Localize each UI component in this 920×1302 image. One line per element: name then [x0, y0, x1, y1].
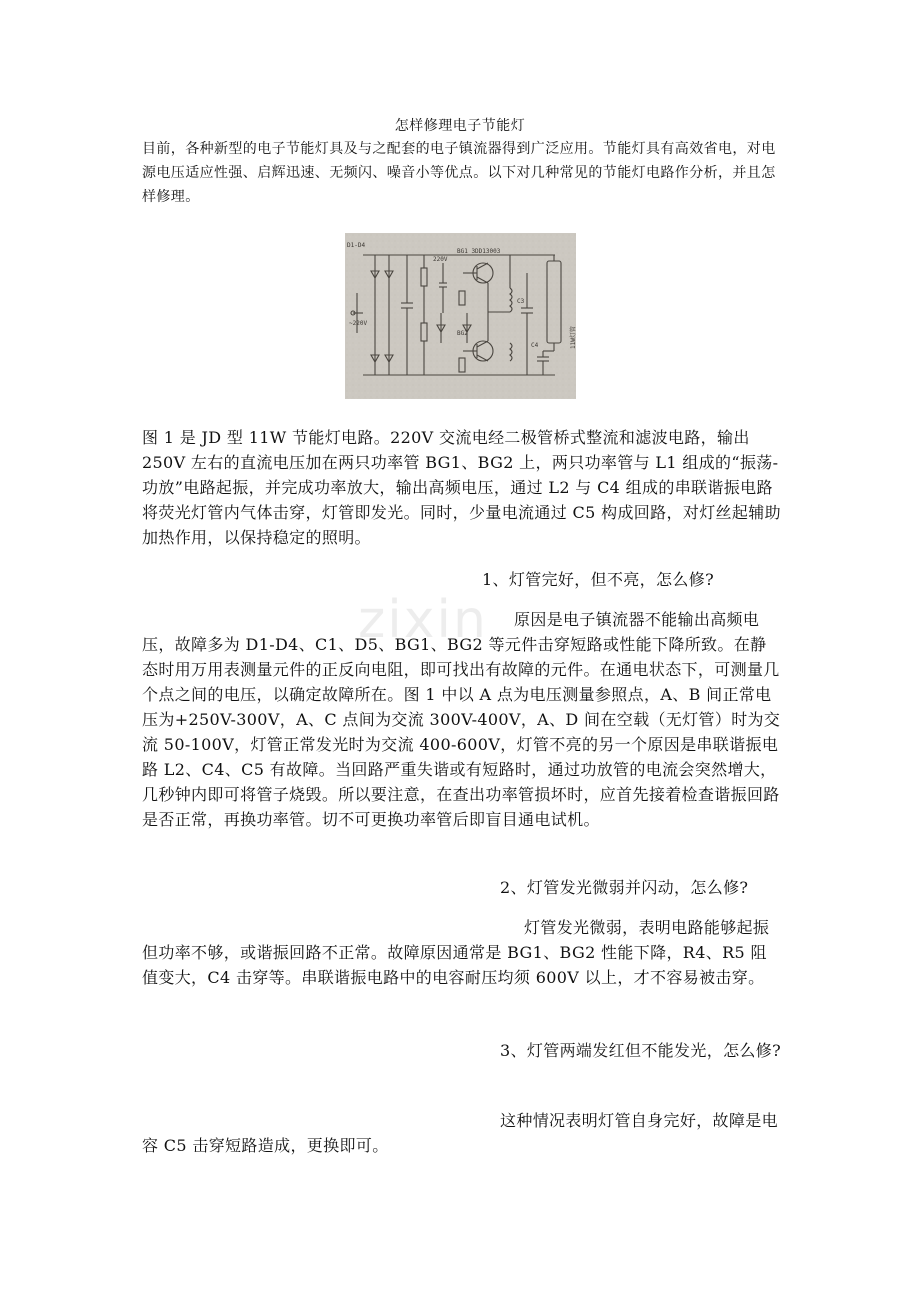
- question-2-heading: 2、灯管发光微弱并闪动，怎么修?: [500, 878, 749, 897]
- label-bg2: BG2: [457, 330, 468, 337]
- document-title: 怎样修理电子节能灯: [394, 118, 526, 134]
- watermark: zixin: [358, 590, 488, 650]
- label-c3: C3: [517, 298, 525, 305]
- question-1-heading: 1、灯管完好，但不亮，怎么修?: [482, 570, 715, 589]
- label-tube: 11W灯管: [570, 326, 577, 349]
- circuit-description-paragraph: 图 1 是 JD 型 11W 节能灯电路。220V 交流电经二极管桥式整流和滤波电路，输出 250V 左右的直流电压加在两只功率管 BG1、BG2 上，两只功率管与 L1 组成的“振荡-功放”电路起振，并完成功率放大，输出高频电压，通过 L2 与 C4 组成的串联谐振电路将荧光灯管内气体击穿，灯管即发光。同时，少量电流通过 C5 构成回路，对灯丝起辅助加热作用，以保持稳定的照明。: [142, 428, 781, 547]
- intro-paragraph: 目前，各种新型的电子节能灯具及与之配套的电子镇流器得到广泛应用。节能灯具有高效省电，对电源电压适应性强、启辉迅速、无频闪、噪音小等优点。以下对几种常见的节能灯电路作分析，并且怎样修理。: [142, 141, 776, 205]
- label-c4: C4: [531, 342, 539, 349]
- answer-2-paragraph: 灯管发光微弱，表明电路能够起振但功率不够，或谐振回路不正常。故障原因通常是 BG1、BG2 性能下降，R4、R5 阻值变大，C4 击穿等。串联谐振电路中的电容耐压均须 600V 以上，才不容易被击穿。: [142, 918, 770, 987]
- label-bg1: BG1 3DD13003: [457, 248, 501, 255]
- answer-3-paragraph: 这种情况表明灯管自身完好，故障是电容 C5 击穿短路造成，更换即可。: [142, 1111, 778, 1155]
- label-c220: 220V: [433, 256, 448, 263]
- label-d: D1-D4: [347, 242, 366, 249]
- answer-1-paragraph: 原因是电子镇流器不能输出高频电压，故障多为 D1-D4、C1、D5、BG1、BG2 等元件击穿短路或性能下降所致。在静态时用万用表测量元件的正反向电阻，即可找出有故障的元件。在通电状态下，可测量几个点之间的电压，以确定故障所在。图 1 中以 A 点为电压测量参照点，A、B 间正常电压为+250V-300V，A、C 点间为交流 300V-400V，A、D 间在空载（无灯管）时为交流 50-100V，灯管正常发光时为交流 400-600V，灯管不亮的另一个原因是串联谐振电路 L2、C4、C5 有故障。当回路严重失谐或有短路时，通过功放管的电流会突然增大，几秒钟内即可将管子烧毁。所以要注意，在查出功率管损坏时，应首先接着检查谐振回路是否正常，再换功率管。切不可更换功率管后即盲目通电试机。: [142, 610, 781, 829]
- circuit-diagram: [345, 233, 576, 399]
- label-v: ~220V: [349, 320, 368, 327]
- circuit-diagram-photo: [345, 233, 576, 399]
- question-3-heading: 3、灯管两端发红但不能发光，怎么修?: [500, 1041, 782, 1060]
